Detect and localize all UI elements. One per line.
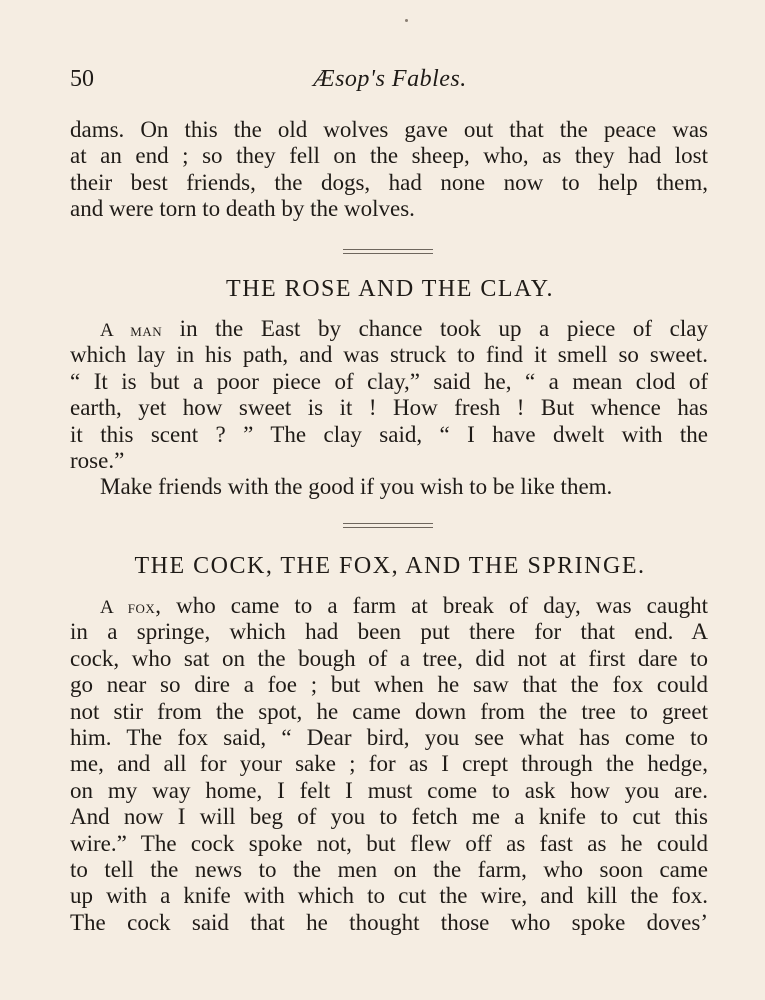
continuation-paragraph <box>70 117 708 223</box>
page-number: 50 <box>70 66 94 92</box>
text-line: it this scent ? ” The clay said, “ I have dwelt with the <box>70 421 708 447</box>
text-line: cock, who sat on the bough of a tree, did not at first dare to <box>70 645 708 671</box>
text-line: And now I will beg of you to fetch me a knife to cut this <box>70 804 708 830</box>
text-line <box>70 593 708 619</box>
section-divider <box>343 523 433 528</box>
text-line: rose.” <box>70 447 125 473</box>
text-line: The cock said that he thought those who spoke doves’ <box>70 909 708 935</box>
section-divider <box>343 249 433 254</box>
opening-words: A fox <box>100 597 156 618</box>
fable-body <box>70 316 708 501</box>
fable-body <box>70 593 708 936</box>
text-line: earth, yet how sweet is it ! How fresh ! But whence has <box>70 395 708 421</box>
text-line: to tell the news to the men on the farm, who soon came <box>70 856 708 882</box>
text-line: not stir from the spot, he came down from the tree to greet <box>70 698 708 724</box>
fable-title: THE ROSE AND THE CLAY. <box>226 276 554 302</box>
text-line: me, and all for your sake ; for as I crept through the hedge, <box>70 751 708 777</box>
text-line <box>70 316 708 342</box>
running-header <box>70 66 710 96</box>
text-line: wire.” The cock spoke not, but flew off as fast as he could <box>70 830 708 856</box>
fable-title: THE COCK, THE FOX, AND THE SPRINGE. <box>134 553 646 579</box>
text-line: him. The fox said, “ Dear bird, you see what has come to <box>70 724 708 750</box>
text-line: at an end ; so they fell on the sheep, who, as they had lost <box>70 143 708 169</box>
text-line: their best friends, the dogs, had none now to help them, <box>70 169 708 195</box>
text-line: in a springe, which had been put there for that end. A <box>70 619 708 645</box>
text-line: dams. On this the old wolves gave out that the peace was <box>70 117 708 142</box>
line-rest: in the East by chance took up a piece of clay <box>162 316 708 341</box>
line-rest: , who came to a farm at break of day, was caught <box>155 593 708 618</box>
text-line: go near so dire a foe ; but when he saw that the fox could <box>70 672 708 698</box>
text-line: “ It is but a poor piece of clay,” said he, “ a mean clod of <box>70 368 708 394</box>
opening-words: A man <box>100 320 163 341</box>
text-line: up with a knife with which to cut the wire, and kill the fox. <box>70 883 708 909</box>
running-title: Æsop's Fables. <box>313 66 467 92</box>
fable-moral: Make friends with the good if you wish to be like them. <box>100 474 613 500</box>
text-line: which lay in his path, and was struck to find it smell so sweet. <box>70 342 708 368</box>
text-line: on my way home, I felt I must come to ask how you are. <box>70 777 708 803</box>
paper-speck <box>405 19 408 22</box>
text-line: and were torn to death by the wolves. <box>70 196 415 222</box>
